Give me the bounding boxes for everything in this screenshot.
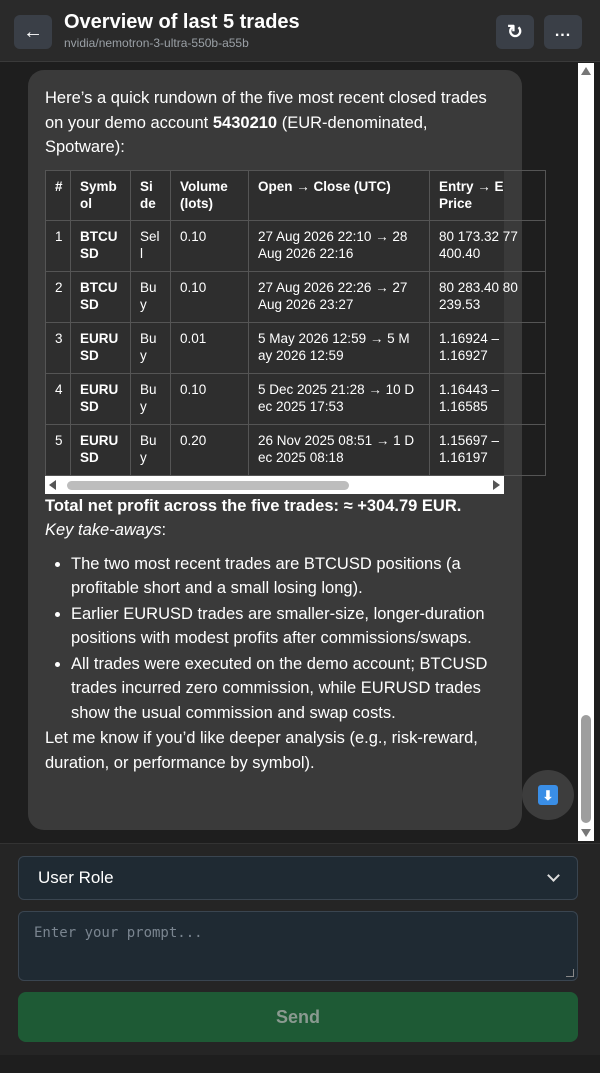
- table-cell: BTCU SD: [71, 271, 131, 322]
- back-button[interactable]: [14, 15, 52, 49]
- table-cell: BTCU SD: [71, 220, 131, 271]
- column-header: #: [46, 170, 71, 220]
- table-cell: 1: [46, 220, 71, 271]
- trades-table: [45, 170, 546, 476]
- app-header: [0, 0, 600, 62]
- table-cell: 5 May 2026 12:59 → 5 M ay 2026 12:59: [249, 322, 430, 373]
- table-cell: 1.15697 – 1.16197: [430, 424, 546, 475]
- send-button[interactable]: Send: [18, 992, 578, 1042]
- list-item: • All trades were executed on the demo account; BTCUSD trades incurred zero commission, while EURUSD trades show the usual commission and swap costs.: [71, 652, 505, 726]
- table-cell: 1.16443 – 1.16585: [430, 373, 546, 424]
- table-cell: 0.10: [171, 271, 249, 322]
- down-arrow-icon: ⬇: [538, 785, 558, 805]
- table-header-row: [46, 170, 546, 220]
- role-select[interactable]: [18, 856, 578, 900]
- composer: [0, 843, 600, 1055]
- column-header: Symb ol: [71, 170, 131, 220]
- scroll-up-icon[interactable]: [581, 67, 591, 75]
- account-number: 5430210: [212, 113, 278, 132]
- key-takeaways-heading: Key take-aways:: [45, 521, 167, 539]
- table-cell: 1.16924 – 1.16927: [430, 322, 546, 373]
- table-row: [46, 322, 546, 373]
- chevron-down-icon: [547, 869, 560, 882]
- closing-text: Let me know if you’d like deeper analysis (e.g., risk-reward, duration, or performance by symbol).: [45, 729, 478, 772]
- scroll-right-icon[interactable]: [493, 480, 500, 490]
- chat-vertical-scrollbar[interactable]: [578, 63, 594, 841]
- column-header: Volume (lots): [171, 170, 249, 220]
- refresh-button[interactable]: [496, 15, 534, 49]
- table-row: [46, 373, 546, 424]
- more-options-button[interactable]: [544, 15, 582, 49]
- table-cell: Sel l: [131, 220, 171, 271]
- table-cell: 80 173.32 77 400.40: [430, 220, 546, 271]
- total-profit: Total net profit across the five trades: ≈ +304.79 EUR.: [45, 496, 462, 515]
- list-item: • The two most recent trades are BTCUSD positions (a profitable short and a small losing long).: [71, 552, 505, 601]
- table-cell: 4: [46, 373, 71, 424]
- scroll-left-icon[interactable]: [49, 480, 56, 490]
- table-cell: EURU SD: [71, 373, 131, 424]
- table-cell: 80 283.40 80 239.53: [430, 271, 546, 322]
- table-cell: EURU SD: [71, 424, 131, 475]
- table-cell: 5 Dec 2025 21:28 → 10 D ec 2025 17:53: [249, 373, 430, 424]
- table-row: [46, 271, 546, 322]
- page-title: Overview of last 5 trades: [64, 11, 300, 33]
- table-cell: 0.10: [171, 220, 249, 271]
- scrollbar-thumb[interactable]: [67, 481, 349, 490]
- model-name: nvidia/nemotron-3-ultra-550b-a55b: [64, 36, 249, 50]
- column-header: Open → Close (UTC): [249, 170, 430, 220]
- table-cell: 2: [46, 271, 71, 322]
- table-cell: Bu y: [131, 271, 171, 322]
- trades-table-container[interactable]: [45, 170, 518, 494]
- table-cell: Bu y: [131, 373, 171, 424]
- table-cell: EURU SD: [71, 322, 131, 373]
- takeaways-list: [45, 552, 505, 726]
- prompt-placeholder: Enter your prompt...: [34, 925, 203, 941]
- more-icon: ...: [554, 23, 572, 40]
- table-cell: 5: [46, 424, 71, 475]
- table-row: [46, 424, 546, 475]
- role-select-value: User Role: [38, 868, 114, 887]
- scroll-to-bottom-button[interactable]: [522, 770, 574, 820]
- table-row: [46, 220, 546, 271]
- resize-handle-icon[interactable]: [566, 969, 574, 977]
- table-cell: 26 Nov 2025 08:51 → 1 D ec 2025 08:18: [249, 424, 430, 475]
- back-arrow-icon: ←: [23, 20, 43, 43]
- chat-area[interactable]: [0, 63, 600, 843]
- table-cell: 3: [46, 322, 71, 373]
- list-item: • Earlier EURUSD trades are smaller-size, longer-duration positions with modest profits after commissions/swaps.: [71, 602, 505, 651]
- table-cell: 27 Aug 2026 22:26 → 27 Aug 2026 23:27: [249, 271, 430, 322]
- table-cell: Bu y: [131, 322, 171, 373]
- table-cell: 0.01: [171, 322, 249, 373]
- prompt-input[interactable]: [18, 911, 578, 981]
- table-cell: 27 Aug 2026 22:10 → 28 Aug 2026 22:16: [249, 220, 430, 271]
- scroll-down-arrow-icon[interactable]: [581, 829, 591, 837]
- table-cell: Bu y: [131, 424, 171, 475]
- assistant-message: [28, 70, 522, 830]
- refresh-icon: ↻: [507, 21, 523, 43]
- column-header: Si de: [131, 170, 171, 220]
- table-cell: 0.20: [171, 424, 249, 475]
- column-header: Entry → E Price: [430, 170, 546, 220]
- scrollbar-thumb[interactable]: [581, 715, 591, 823]
- table-cell: 0.10: [171, 373, 249, 424]
- table-horizontal-scrollbar[interactable]: [45, 476, 504, 494]
- intro-text: Here’s a quick rundown of the five most recent closed trades on your demo account 5430210 (EUR-denominated, Spotware):: [45, 89, 487, 156]
